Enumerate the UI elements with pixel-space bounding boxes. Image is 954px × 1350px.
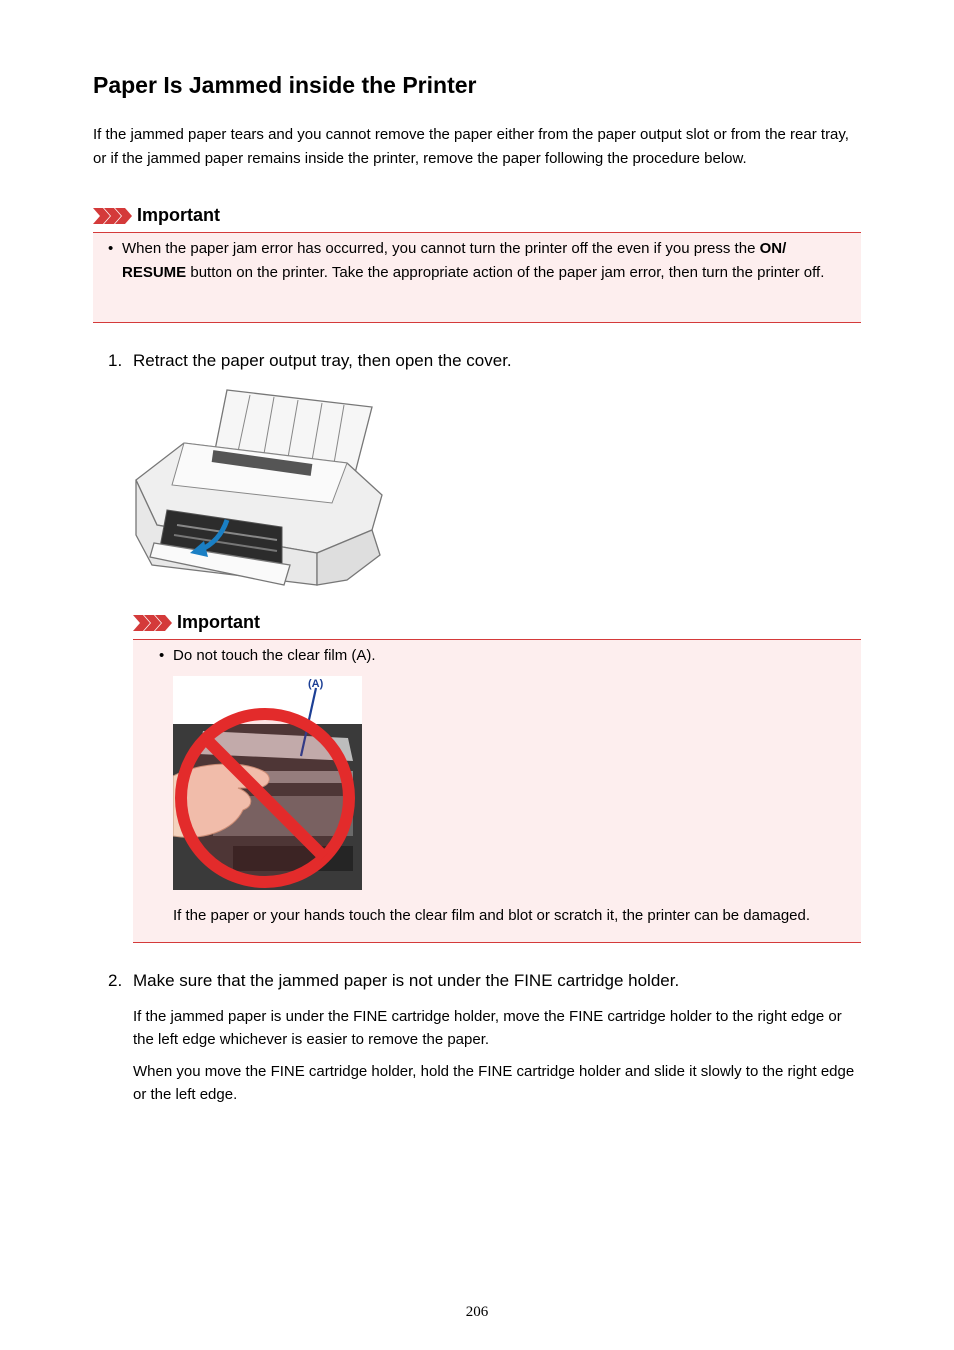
film-callout-label: (A) xyxy=(308,678,324,690)
important-chevrons-icon xyxy=(93,208,133,224)
intro-paragraph: If the jammed paper tears and you cannot remove the paper either from the paper output slot or from the rear tray, or if the jammed paper remains inside the printer, remove the paper following the procedure below. xyxy=(93,126,849,167)
important-heading-label: Important xyxy=(137,205,220,225)
page-number: 206 xyxy=(465,1304,489,1320)
step-number: 2. xyxy=(108,971,123,990)
important-heading-label: Important xyxy=(177,612,260,632)
step-2-paragraph-1: If the jammed paper is under the FINE cartridge holder, move the FINE cartridge holder to the right edge or the left edge whichever is easier to remove the paper. xyxy=(133,1008,842,1048)
important-chevrons-icon xyxy=(133,615,173,631)
step-1 xyxy=(108,349,853,373)
step-2 xyxy=(108,969,853,993)
bullet-text: When the paper jam error has occurred, you cannot turn the printer off the even if you press the xyxy=(122,240,760,257)
step-2-paragraph-2: When you move the FINE cartridge holder, hold the FINE cartridge holder and slide it slowly to the right edge or the left edge. xyxy=(133,1063,855,1103)
printer-open-cover-illustration xyxy=(132,385,384,588)
prohibited-icon xyxy=(181,714,349,882)
bullet-text-after: button on the printer. Take the appropriate action of the paper jam error, then turn the printer off. xyxy=(186,264,825,281)
do-not-touch-film-illustration xyxy=(173,676,362,890)
step-number: 1. xyxy=(108,351,123,370)
step-text: Retract the paper output tray, then open the cover. xyxy=(133,351,512,370)
bullet-text: Do not touch the clear film (A). xyxy=(173,647,376,664)
step-text: Make sure that the jammed paper is not under the FINE cartridge holder. xyxy=(133,971,680,990)
important-bullet-2: • Do not touch the clear film (A). xyxy=(159,647,376,664)
important-note: If the paper or your hands touch the clear film and blot or scratch it, the printer can be damaged. xyxy=(173,907,811,924)
important-heading-2 xyxy=(133,612,260,633)
important-bullet: • When the paper jam error has occurred, you cannot turn the printer off the even if you press the ON/ RESUME button on the printer. Take the appropriate action of the paper jam error, then turn the printer off. xyxy=(108,240,825,281)
important-heading xyxy=(93,205,220,226)
page-title: Paper Is Jammed inside the Printer xyxy=(93,72,477,98)
on-resume-label: ON/ RESUME xyxy=(122,240,787,281)
